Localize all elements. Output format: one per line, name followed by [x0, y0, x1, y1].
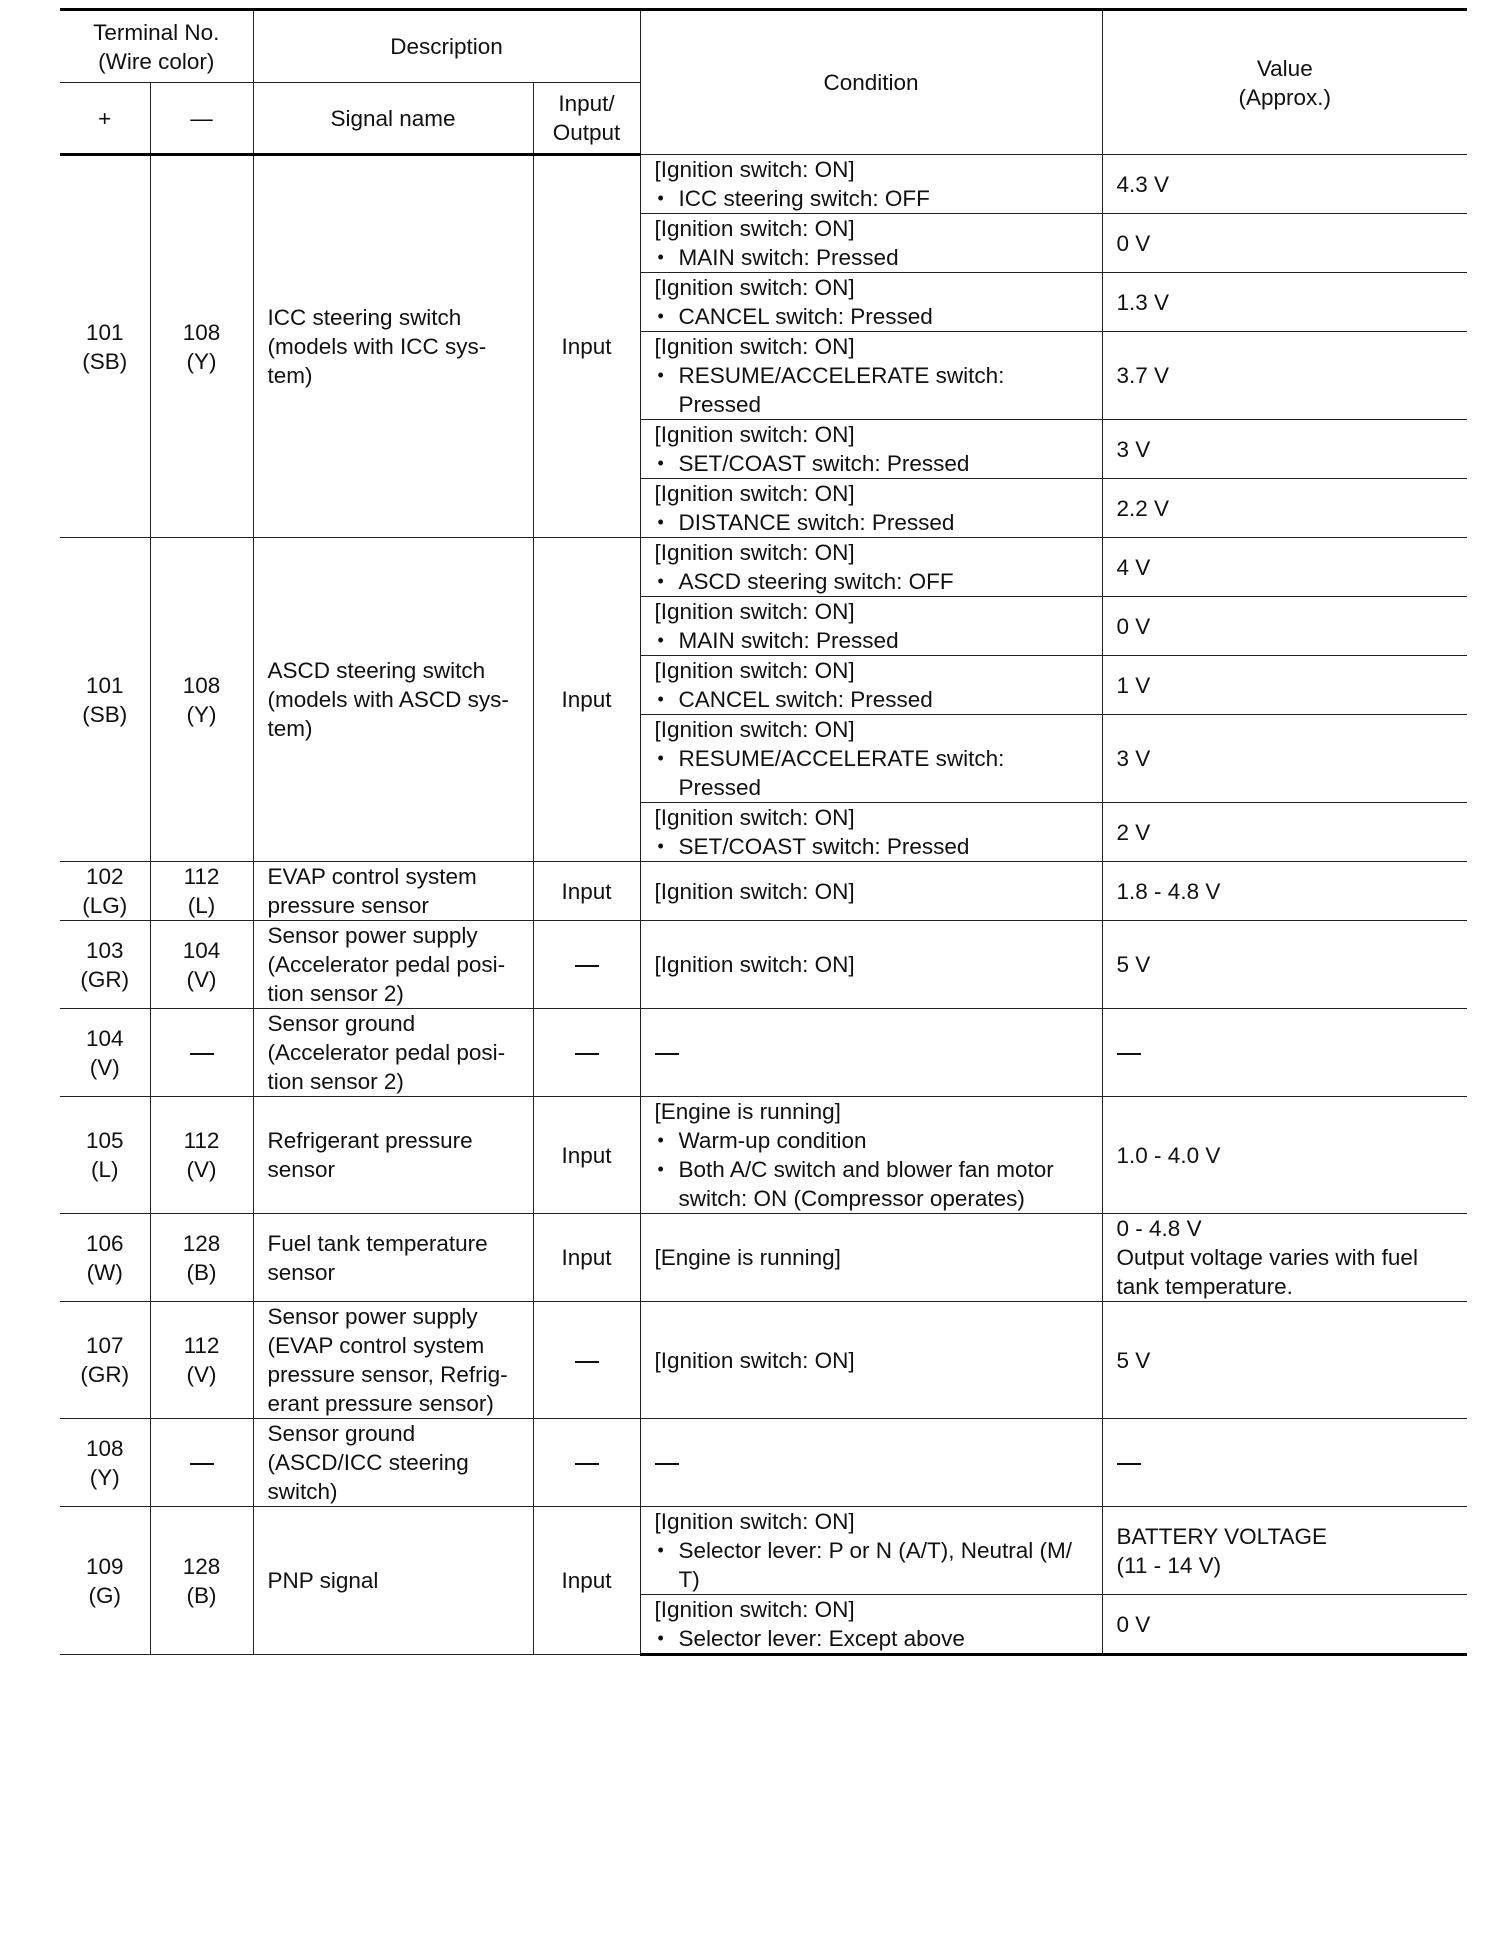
condition-line: [Ignition switch: ON]	[654, 157, 855, 182]
value	[1102, 273, 1467, 332]
condition-bullet	[655, 744, 1092, 802]
signal-name-line: pressure sensor, Refrig-	[267, 1362, 508, 1387]
condition-bullet	[655, 508, 1092, 537]
terminal-minus	[150, 1214, 253, 1302]
terminal-number: 128	[182, 1553, 221, 1579]
terminal-minus	[150, 862, 253, 921]
condition	[640, 1097, 1102, 1214]
signal-name-line: Sensor ground	[267, 1421, 416, 1446]
condition-line: [Ignition switch: ON]	[654, 1509, 855, 1534]
condition-bullet	[655, 685, 1092, 714]
input-output-value: Input	[561, 1568, 612, 1593]
condition-bullet-line: • MAIN switch: Pressed	[678, 628, 899, 653]
terminal-plus	[60, 155, 150, 538]
condition	[640, 1214, 1102, 1302]
input-output-value: Input	[561, 878, 612, 904]
value	[1102, 1595, 1467, 1655]
value-line: 1.0 - 4.0 V	[1116, 1142, 1221, 1168]
value-line: tank temperature.	[1116, 1274, 1293, 1299]
signal-name-line: switch)	[267, 1479, 338, 1504]
input-output	[533, 1009, 640, 1097]
terminal-minus	[150, 1507, 253, 1655]
condition-bullet-line: • Selector lever: Except above	[678, 1626, 965, 1651]
wire-color: (GR)	[80, 1362, 130, 1387]
condition-bullet-line: • ASCD steering switch: OFF	[678, 569, 954, 594]
header-condition: Condition	[640, 10, 1102, 155]
condition-bullet-line: • SET/COAST switch: Pressed	[678, 834, 970, 859]
value-line: 3 V	[1116, 436, 1151, 462]
wire-color: (G)	[88, 1582, 121, 1608]
condition	[640, 1507, 1102, 1595]
header-description: Description	[253, 10, 640, 83]
table-row	[60, 538, 1467, 597]
terminal-number: 103	[85, 937, 124, 963]
dash-mark	[575, 965, 599, 967]
condition-line: [Ignition switch: ON]	[654, 599, 855, 624]
signal-name-line: Sensor power supply	[267, 1304, 478, 1329]
condition-line: [Ignition switch: ON]	[654, 540, 855, 565]
input-output	[533, 1302, 640, 1419]
input-output	[533, 1214, 640, 1302]
condition-bullet-line: • CANCEL switch: Pressed	[678, 304, 933, 329]
value	[1102, 214, 1467, 273]
wire-color: (L)	[187, 893, 216, 918]
condition	[640, 1009, 1102, 1097]
dash-mark	[575, 1053, 599, 1055]
condition-bullet-line: • SET/COAST switch: Pressed	[678, 451, 970, 476]
condition-bullet-line: • RESUME/ACCELERATE switch:	[678, 363, 1005, 388]
signal-name-line: tion sensor 2)	[267, 1069, 404, 1094]
signal-name-line: (Accelerator pedal posi-	[267, 1040, 506, 1065]
signal-name-line: (models with ICC sys-	[267, 334, 487, 359]
condition-line: [Ignition switch: ON]	[654, 805, 855, 830]
value	[1102, 1302, 1467, 1419]
signal-name	[253, 1009, 533, 1097]
terminal-number: 101	[85, 672, 124, 698]
wire-color: (V)	[186, 966, 217, 992]
terminal-plus	[60, 921, 150, 1009]
condition	[640, 921, 1102, 1009]
signal-name-line: PNP signal	[267, 1568, 379, 1593]
condition-bullet-line: Pressed	[678, 775, 762, 800]
signal-name	[253, 538, 533, 862]
wire-color: (Y)	[186, 348, 217, 374]
terminal-minus	[150, 1009, 253, 1097]
condition-line: [Ignition switch: ON]	[654, 1597, 855, 1622]
signal-name-line: Refrigerant pressure	[267, 1128, 473, 1153]
dash-mark	[655, 1053, 679, 1055]
value-line: 3 V	[1116, 746, 1151, 771]
terminal-minus	[150, 538, 253, 862]
signal-name	[253, 862, 533, 921]
terminal-number: 104	[182, 937, 221, 963]
value-line: 2 V	[1116, 819, 1151, 845]
condition-line: [Ignition switch: ON]	[654, 658, 855, 683]
terminal-number: 109	[85, 1553, 124, 1579]
terminal-number: 128	[182, 1230, 221, 1256]
header-signal-name: Signal name	[253, 83, 533, 155]
signal-name-line: ASCD steering switch	[267, 658, 486, 683]
input-output	[533, 921, 640, 1009]
condition	[640, 862, 1102, 921]
condition-bullet	[655, 1155, 1092, 1213]
terminal-plus	[60, 1097, 150, 1214]
value	[1102, 1507, 1467, 1595]
table-row	[60, 155, 1467, 214]
input-output	[533, 538, 640, 862]
wire-color: (V)	[89, 1054, 120, 1080]
terminal-number: 112	[183, 1333, 220, 1358]
condition-bullet	[655, 361, 1092, 419]
dash-mark	[1117, 1053, 1141, 1055]
signal-name-line: EVAP control system	[267, 864, 477, 889]
signal-name-line: tion sensor 2)	[267, 981, 404, 1006]
condition-line: [Engine is running]	[654, 1245, 841, 1270]
condition-bullet-line: switch: ON (Compressor operates)	[678, 1186, 1025, 1211]
value-line: 0 V	[1116, 230, 1151, 256]
condition	[640, 656, 1102, 715]
condition-bullet	[655, 1624, 1092, 1653]
condition-bullet	[655, 184, 1092, 213]
condition-line: [Ignition switch: ON]	[654, 952, 855, 977]
value-line: 0 V	[1116, 1611, 1151, 1637]
signal-name	[253, 921, 533, 1009]
wire-color: (SB)	[82, 348, 128, 374]
signal-name-line: (Accelerator pedal posi-	[267, 952, 506, 977]
value	[1102, 479, 1467, 538]
condition	[640, 479, 1102, 538]
dash-mark	[655, 1463, 679, 1465]
value-line: (11 - 14 V)	[1116, 1552, 1222, 1578]
condition-bullet-line: • Both A/C switch and blower fan motor	[678, 1157, 1054, 1182]
condition-bullet	[655, 832, 1092, 861]
condition-bullet	[655, 626, 1092, 655]
condition-bullet	[655, 1536, 1092, 1594]
signal-name-line: (models with ASCD sys-	[267, 687, 509, 712]
terminal-number: 112	[183, 864, 220, 889]
table-row	[60, 1419, 1467, 1507]
signal-name	[253, 1302, 533, 1419]
terminal-number: 106	[85, 1230, 124, 1256]
condition-bullet-line: • RESUME/ACCELERATE switch:	[678, 746, 1005, 771]
wire-color: (L)	[91, 1157, 119, 1182]
dash-mark	[190, 1053, 214, 1055]
input-output	[533, 1507, 640, 1655]
signal-name-line: (ASCD/ICC steering	[267, 1450, 469, 1475]
condition	[640, 1302, 1102, 1419]
table-row	[60, 862, 1467, 921]
header-minus: —	[150, 83, 253, 155]
value-line: BATTERY VOLTAGE	[1116, 1523, 1328, 1549]
value	[1102, 1419, 1467, 1507]
condition-bullet-line: • Selector lever: P or N (A/T), Neutral (M/	[678, 1538, 1072, 1563]
condition-line: [Ignition switch: ON]	[654, 1347, 855, 1373]
input-output	[533, 1097, 640, 1214]
input-output-value: Input	[561, 334, 612, 359]
wire-color: (GR)	[80, 966, 130, 992]
table-row	[60, 1214, 1467, 1302]
value-line: 0 V	[1116, 613, 1151, 639]
signal-name-line: erant pressure sensor)	[267, 1391, 494, 1416]
input-output	[533, 155, 640, 538]
signal-name-line: Sensor power supply	[267, 923, 478, 948]
condition-line: [Ignition switch: ON]	[654, 216, 855, 241]
wire-color: (B)	[186, 1582, 217, 1608]
terminal-minus	[150, 1097, 253, 1214]
condition-line: [Engine is running]	[654, 1099, 841, 1124]
header-value: Value (Approx.)	[1102, 10, 1467, 155]
header-input-output: Input/ Output	[533, 83, 640, 155]
input-output-value: Input	[561, 1142, 612, 1168]
value	[1102, 862, 1467, 921]
condition-bullet	[655, 243, 1092, 272]
value	[1102, 1214, 1467, 1302]
value	[1102, 538, 1467, 597]
input-output-value: Input	[561, 687, 612, 712]
condition-bullet-line: • DISTANCE switch: Pressed	[678, 510, 955, 535]
signal-name-line: tem)	[267, 716, 313, 741]
terminal-number: 112	[183, 1128, 220, 1153]
value-line: 3.7 V	[1116, 363, 1170, 388]
condition-bullet-line: • CANCEL switch: Pressed	[678, 687, 933, 712]
dash-mark	[1117, 1463, 1141, 1465]
condition-line: [Ignition switch: ON]	[654, 481, 855, 506]
condition-line: [Ignition switch: ON]	[654, 717, 855, 742]
terminal-plus	[60, 1419, 150, 1507]
condition-bullet	[655, 302, 1092, 331]
terminal-number: 107	[85, 1333, 124, 1358]
terminal-number: 104	[85, 1025, 124, 1051]
signal-name-line: sensor	[267, 1259, 336, 1285]
condition-bullet-line: T)	[678, 1567, 700, 1592]
condition	[640, 597, 1102, 656]
signal-name-line: Fuel tank temperature	[267, 1230, 488, 1256]
signal-name-line: ICC steering switch	[267, 305, 462, 330]
condition-bullet-line: • MAIN switch: Pressed	[678, 245, 899, 270]
condition-line: [Ignition switch: ON]	[654, 422, 855, 447]
value	[1102, 155, 1467, 214]
signal-name	[253, 1507, 533, 1655]
terminal-number: 108	[182, 319, 221, 345]
wire-color: (LG)	[82, 893, 128, 918]
header-terminal-no: Terminal No. (Wire color)	[60, 10, 253, 83]
terminal-plus	[60, 862, 150, 921]
value-line: 2.2 V	[1116, 495, 1170, 521]
condition	[640, 214, 1102, 273]
wire-color: (SB)	[82, 701, 128, 727]
wire-color: (Y)	[186, 701, 217, 727]
signal-name	[253, 155, 533, 538]
value-line: 0 - 4.8 V	[1116, 1216, 1202, 1241]
wire-color: (B)	[186, 1259, 217, 1285]
terminal-number: 108	[182, 672, 221, 698]
value	[1102, 1097, 1467, 1214]
value-line: Output voltage varies with fuel	[1116, 1245, 1418, 1270]
signal-name-line: pressure sensor	[267, 893, 429, 918]
condition	[640, 803, 1102, 862]
wire-color: (Y)	[89, 1464, 120, 1490]
condition-line: [Ignition switch: ON]	[654, 878, 855, 904]
condition-bullet	[655, 1126, 1092, 1155]
signal-name	[253, 1214, 533, 1302]
value	[1102, 803, 1467, 862]
condition-bullet-line: Pressed	[678, 392, 762, 417]
signal-name-line: Sensor ground	[267, 1011, 416, 1036]
table-row	[60, 1009, 1467, 1097]
value	[1102, 597, 1467, 656]
condition	[640, 1419, 1102, 1507]
condition-line: [Ignition switch: ON]	[654, 275, 855, 300]
terminal-minus	[150, 155, 253, 538]
signal-name	[253, 1419, 533, 1507]
terminal-table	[60, 8, 1467, 1656]
terminal-plus	[60, 1507, 150, 1655]
condition-bullet	[655, 449, 1092, 478]
condition-bullet	[655, 567, 1092, 596]
dash-mark	[190, 1463, 214, 1465]
terminal-minus	[150, 1419, 253, 1507]
table-body	[60, 155, 1467, 1655]
signal-name-line: tem)	[267, 363, 313, 388]
table-row	[60, 921, 1467, 1009]
condition	[640, 538, 1102, 597]
value-line: 1.3 V	[1116, 289, 1170, 315]
terminal-minus	[150, 1302, 253, 1419]
signal-name-line: sensor	[267, 1157, 336, 1182]
value	[1102, 656, 1467, 715]
table-row	[60, 1507, 1467, 1595]
value-line: 4 V	[1116, 554, 1151, 580]
condition	[640, 420, 1102, 479]
value	[1102, 1009, 1467, 1097]
condition	[640, 332, 1102, 420]
terminal-plus	[60, 1009, 150, 1097]
wire-color: (V)	[186, 1157, 217, 1182]
wire-color: (W)	[86, 1259, 123, 1285]
terminal-number: 102	[85, 864, 124, 889]
value	[1102, 921, 1467, 1009]
terminal-plus	[60, 538, 150, 862]
value	[1102, 715, 1467, 803]
value	[1102, 420, 1467, 479]
condition	[640, 273, 1102, 332]
terminal-minus	[150, 921, 253, 1009]
terminal-number: 105	[85, 1128, 124, 1153]
table-row	[60, 1302, 1467, 1419]
terminal-plus	[60, 1214, 150, 1302]
condition	[640, 155, 1102, 214]
terminal-number: 101	[85, 319, 124, 345]
wire-color: (V)	[186, 1362, 217, 1387]
condition-bullet-line: • ICC steering switch: OFF	[678, 186, 930, 211]
value-line: 5 V	[1116, 1347, 1151, 1373]
value-line: 1.8 - 4.8 V	[1116, 878, 1221, 904]
input-output-value: Input	[561, 1245, 612, 1270]
input-output	[533, 1419, 640, 1507]
value	[1102, 332, 1467, 420]
header-plus: +	[60, 83, 150, 155]
condition	[640, 1595, 1102, 1655]
value-line: 4.3 V	[1116, 171, 1170, 197]
dash-mark	[575, 1361, 599, 1363]
signal-name-line: (EVAP control system	[267, 1333, 485, 1358]
dash-mark	[575, 1463, 599, 1465]
terminal-number: 108	[85, 1435, 124, 1461]
input-output	[533, 862, 640, 921]
value-line: 1 V	[1116, 672, 1151, 698]
value-line: 5 V	[1116, 952, 1151, 977]
condition-line: [Ignition switch: ON]	[654, 334, 855, 359]
condition-bullet-line: • Warm-up condition	[678, 1128, 867, 1153]
table-row	[60, 1097, 1467, 1214]
terminal-plus	[60, 1302, 150, 1419]
signal-name	[253, 1097, 533, 1214]
condition	[640, 715, 1102, 803]
